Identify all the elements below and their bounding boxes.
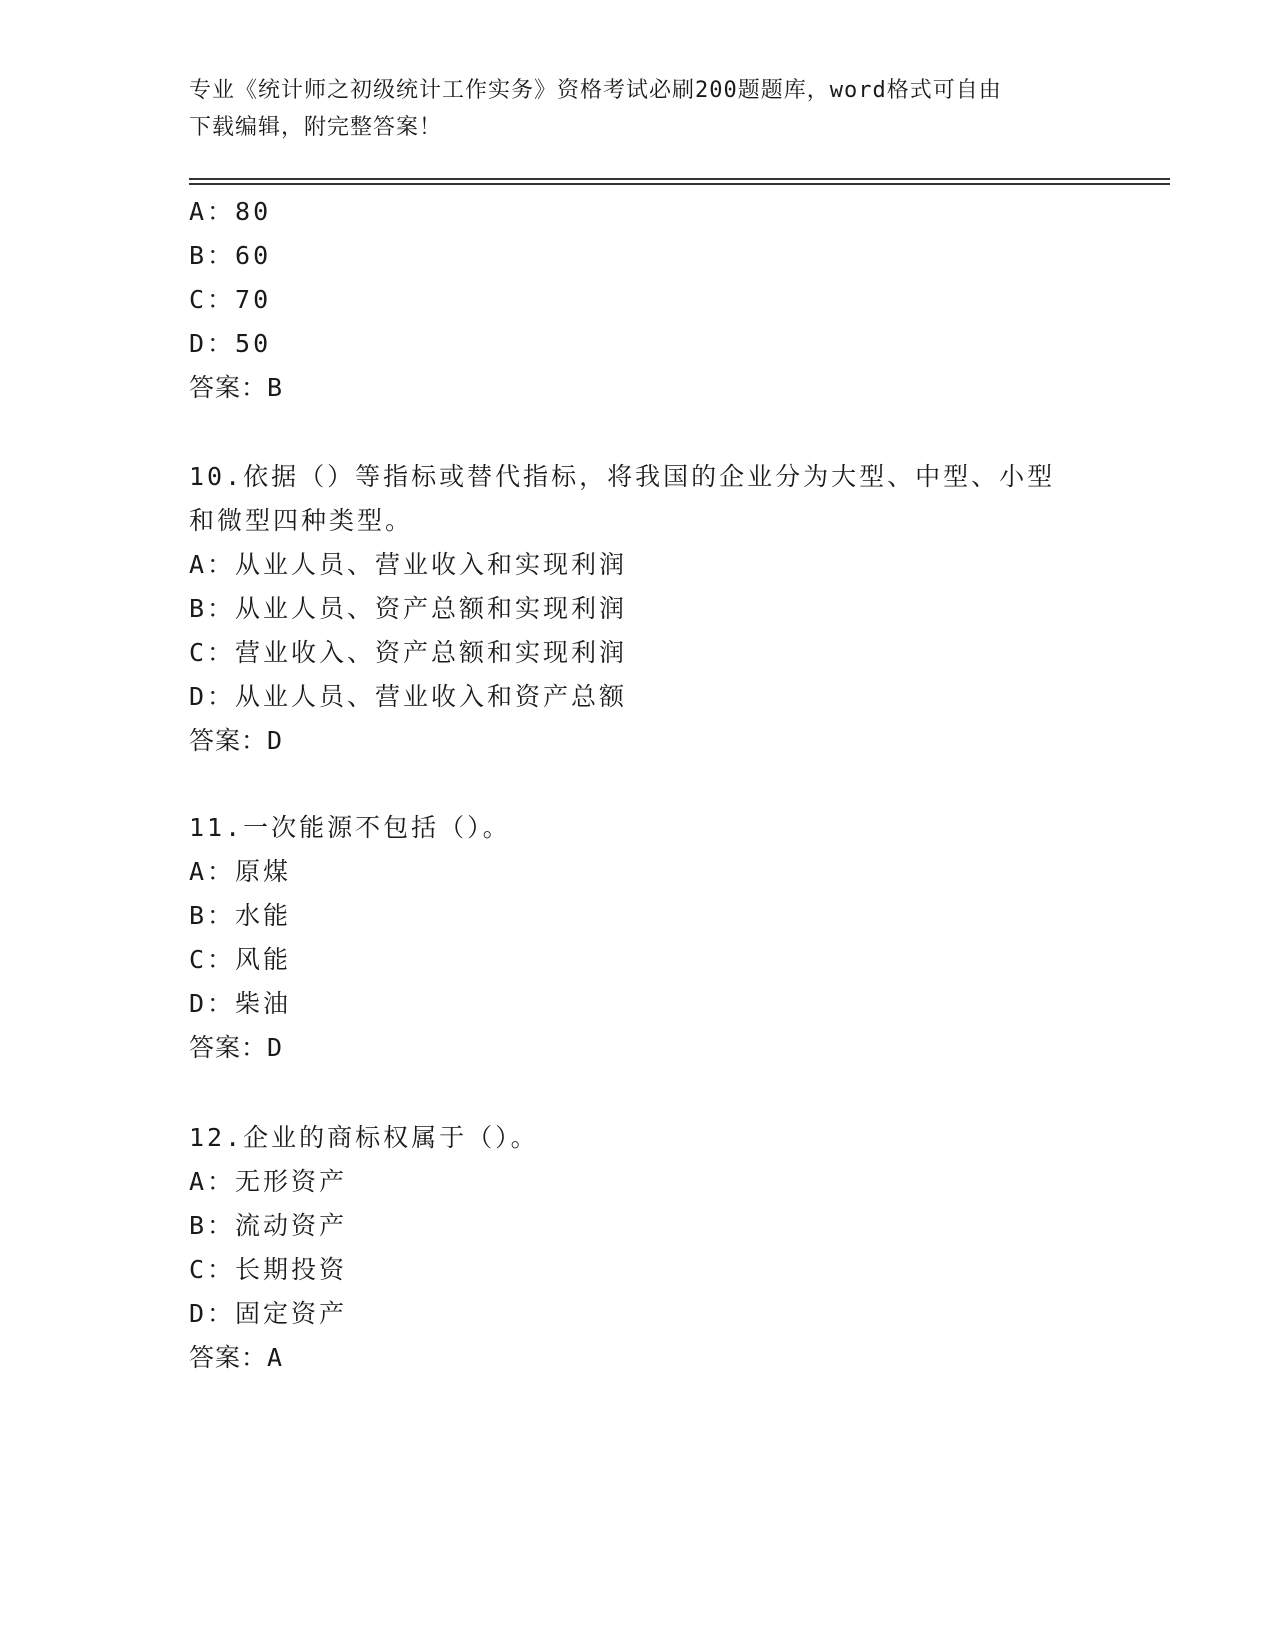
header-line-2: 下载编辑，附完整答案！ (189, 115, 443, 140)
q12-option-d: D：固定资产 (189, 1299, 348, 1328)
q11-option-d: D：柴油 (189, 989, 292, 1018)
q11-answer: 答案：D (189, 1033, 284, 1062)
q9-option-b: B：60 (189, 241, 272, 270)
q10-option-c: C：营业收入、资产总额和实现利润 (189, 638, 628, 667)
q11-option-b: B：水能 (189, 901, 292, 930)
header-line-1: 专业《统计师之初级统计工作实务》资格考试必刷200题题库，word格式可自由 (189, 78, 1002, 103)
q12-answer: 答案：A (189, 1343, 284, 1372)
q10-stem-line-2: 和微型四种类型。 (189, 506, 414, 535)
q9-option-d: D：50 (189, 329, 272, 358)
q11-option-a: A：原煤 (189, 857, 292, 886)
q9-answer: 答案：B (189, 373, 284, 402)
document-header (189, 72, 1089, 146)
q10-option-b: B：从业人员、资产总额和实现利润 (189, 594, 628, 623)
q11-option-c: C：风能 (189, 945, 292, 974)
q12-option-a: A：无形资产 (189, 1167, 348, 1196)
header-divider-bottom (189, 183, 1170, 185)
q12-stem: 12.企业的商标权属于（）。 (189, 1123, 539, 1152)
q9-option-c: C：70 (189, 285, 272, 314)
q10-option-a: A：从业人员、营业收入和实现利润 (189, 550, 628, 579)
q11-stem: 11.一次能源不包括（）。 (189, 813, 511, 842)
q12-option-b: B：流动资产 (189, 1211, 348, 1240)
q10-stem-line-1: 10.依据（）等指标或替代指标，将我国的企业分为大型、中型、小型 (189, 462, 1056, 491)
q10-option-d: D：从业人员、营业收入和资产总额 (189, 682, 628, 711)
q9-option-a: A：80 (189, 197, 272, 226)
q10-answer: 答案：D (189, 726, 284, 755)
q12-option-c: C：长期投资 (189, 1255, 348, 1284)
header-divider-top (189, 178, 1170, 180)
